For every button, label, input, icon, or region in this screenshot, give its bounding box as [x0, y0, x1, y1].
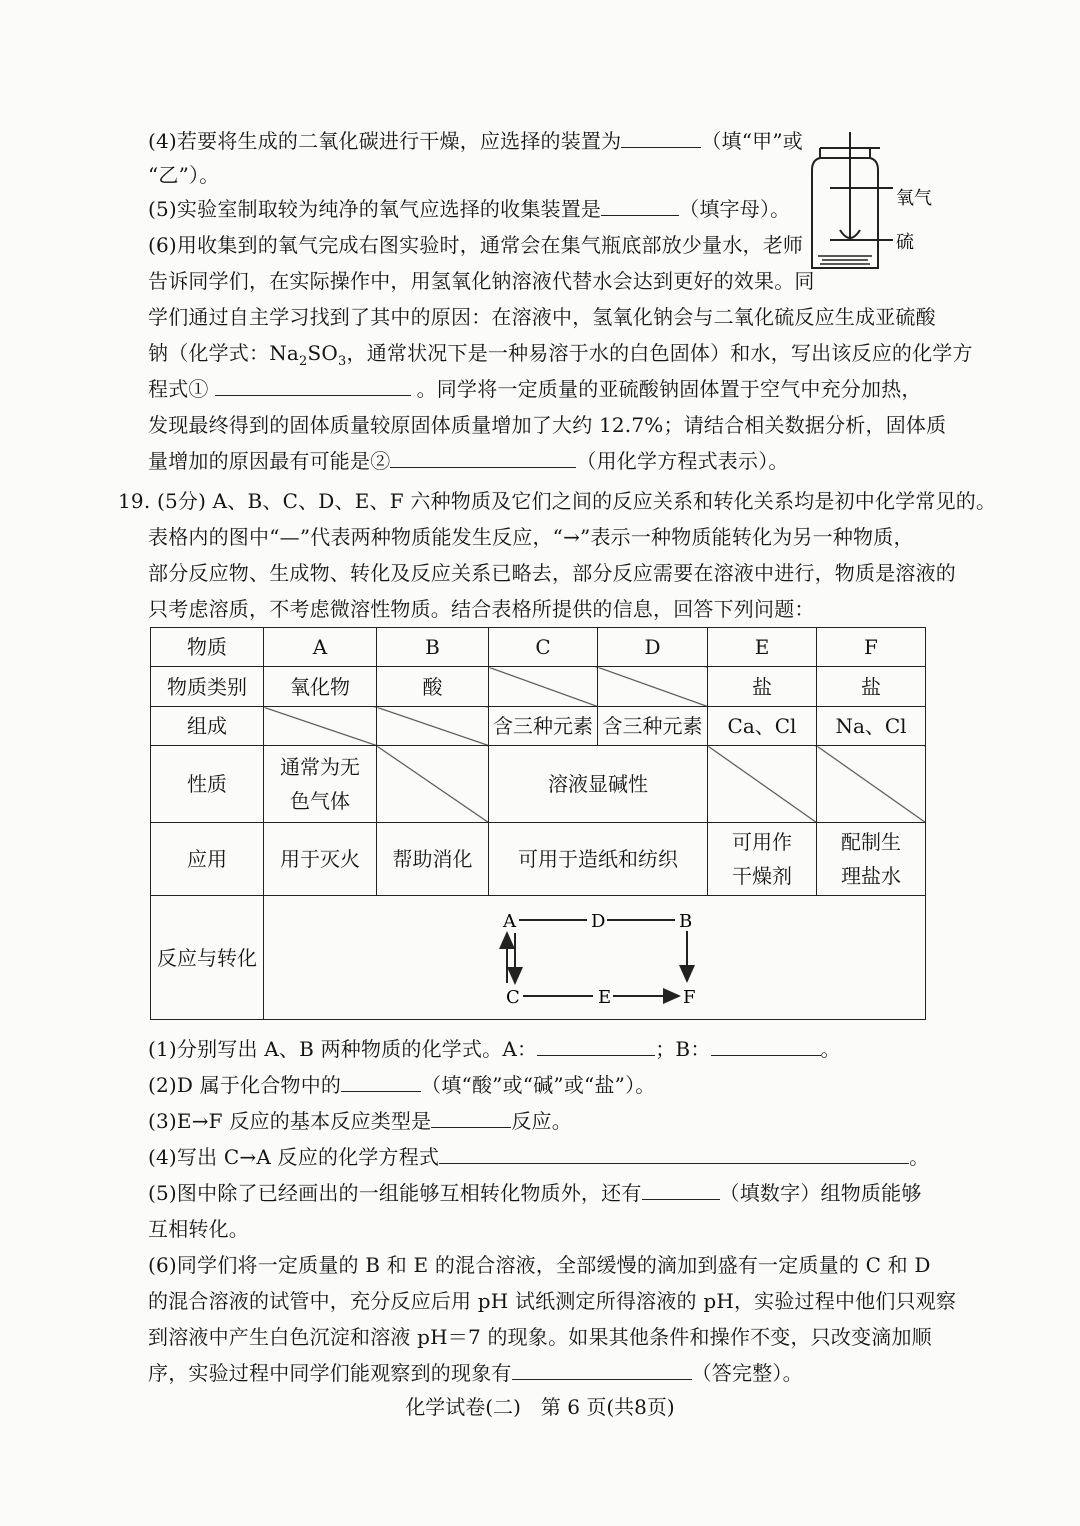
answer-blank[interactable] — [621, 127, 701, 148]
table-cell: 含三种元素 — [489, 707, 598, 746]
table-cell: D — [598, 628, 708, 667]
node-c: C — [506, 987, 520, 1008]
q19-sub2: (2)D 属于化合物中的 （填“酸”或“碱”或“盐”）。 — [148, 1073, 656, 1097]
table-cell: A — [264, 628, 377, 667]
q19-intro-line3: 部分反应物、生成物、转化及反应关系已略去，部分反应需要在溶液中进行，物质是溶液的 — [148, 561, 956, 585]
q19-intro-line1: 19. (5分) A、B、C、D、E、F 六种物质及它们之间的反应关系和转化关系均是初中化学常见的。 — [118, 489, 997, 513]
answer-blank[interactable] — [601, 195, 679, 216]
q18-part5: (5)实验室制取较为纯净的氧气应选择的收集装置是 （填字母）。 — [148, 197, 791, 221]
table-cell: 物质 — [151, 628, 264, 667]
q18-part6-line5: 程式① 。同学将一定质量的亚硫酸钠固体置于空气中充分加热， — [148, 377, 922, 401]
answer-blank[interactable] — [642, 1179, 720, 1200]
node-d: D — [591, 911, 606, 932]
empty-cell — [817, 746, 926, 823]
answer-blank[interactable] — [439, 1143, 909, 1164]
q18-part6-line4: 钠（化学式：$Na_2SO_3$，通常状况下是一种易溶于水的白色固体）和水，写出该反应的化学方 — [148, 341, 973, 369]
table-row-composition — [151, 707, 926, 746]
page-footer: 化学试卷(二) 第 6 页(共8页) — [405, 1395, 675, 1419]
answer-blank-1[interactable] — [215, 375, 411, 396]
row-label: 性质 — [151, 746, 264, 823]
q19-sub6-line4: 序，实验过程中同学们能观察到的现象有 （答完整）。 — [148, 1361, 803, 1385]
q19-sub3: (3)E→F 反应的基本反应类型是 反应。 — [148, 1109, 572, 1133]
empty-cell — [489, 667, 598, 707]
q19-intro-line2: 表格内的图中“—”代表两种物质能发生反应，“→”表示一种物质能转化为另一种物质， — [148, 525, 914, 549]
node-a: A — [503, 911, 516, 932]
q19-sub5-line1: (5)图中除了已经画出的一组能够互相转化物质外，还有 （填数字）组物质能够 — [148, 1181, 922, 1205]
oxygen-label: 氧气 — [896, 188, 932, 209]
q19-sub6-line2: 的混合溶液的试管中，充分反应后用 pH 试纸测定所得溶液的 pH，实验过程中他们只观察 — [148, 1289, 957, 1313]
node-f: F — [683, 987, 696, 1008]
table-cell: 通常为无 色气体 — [264, 746, 377, 823]
table-cell: 可用作 干燥剂 — [708, 823, 817, 896]
answer-blank-2[interactable] — [390, 447, 576, 468]
q19-sub6-line1: (6)同学们将一定质量的 B 和 E 的混合溶液，全部缓慢的滴加到盛有一定质量的 C 和 D — [148, 1253, 931, 1277]
table-row-category — [151, 667, 926, 707]
empty-cell — [377, 746, 489, 823]
table-cell: F — [817, 628, 926, 667]
table-cell: 氧化物 — [264, 667, 377, 707]
q19-sub6-line3: 到溶液中产生白色沉淀和溶液 pH＝7 的现象。如果其他条件和操作不变，只改变滴加顺 — [148, 1325, 932, 1349]
empty-cell — [708, 746, 817, 823]
table-cell: E — [708, 628, 817, 667]
answer-blank[interactable] — [512, 1359, 692, 1380]
table-cell: 盐 — [708, 667, 817, 707]
row-label: 组成 — [151, 707, 264, 746]
table-cell: C — [489, 628, 598, 667]
answer-blank-a[interactable] — [537, 1035, 655, 1056]
node-b: B — [679, 911, 693, 932]
q19-sub4: (4)写出 C→A 反应的化学方程式 。 — [148, 1145, 930, 1169]
answer-blank[interactable] — [341, 1071, 421, 1092]
reaction-diagram — [263, 895, 913, 1017]
table-cell: 盐 — [817, 667, 926, 707]
table-cell: 配制生 理盐水 — [817, 823, 926, 896]
empty-cell — [264, 707, 377, 746]
table-cell: 用于灭火 — [264, 823, 377, 896]
q18-part4-line2: “乙”）。 — [148, 163, 220, 187]
q18-part6-line7: 量增加的原因最有可能是② （用化学方程式表示）。 — [148, 449, 789, 473]
table-cell: 帮助消化 — [377, 823, 489, 896]
table-cell: B — [377, 628, 489, 667]
table-cell: 可用于造纸和纺织 — [489, 823, 708, 896]
row-label: 应用 — [151, 823, 264, 896]
q18-part6-line1: (6)用收集到的氧气完成右图实验时，通常会在集气瓶底部放少量水，老师 — [148, 233, 804, 257]
answer-blank[interactable] — [431, 1107, 511, 1128]
q18-part4-line1: (4)若要将生成的二氧化碳进行干燥，应选择的装置为 （填“甲”或 — [148, 129, 803, 153]
empty-cell — [598, 667, 708, 707]
answer-blank-b[interactable] — [711, 1035, 821, 1056]
table-row-property — [151, 746, 926, 823]
gas-bottle-figure — [800, 128, 940, 278]
q19-intro-line4: 只考虑溶质，不考虑微溶性物质。结合表格所提供的信息，回答下列问题： — [148, 597, 815, 621]
q18-part6-line3: 学们通过自主学习找到了其中的原因：在溶液中，氢氧化钠会与二氧化硫反应生成亚硫酸 — [148, 305, 936, 329]
q18-part6-line2: 告诉同学们，在实际操作中，用氢氧化钠溶液代替水会达到更好的效果。同 — [148, 269, 815, 293]
row-label: 物质类别 — [151, 667, 264, 707]
q19-sub5-line2: 互相转化。 — [148, 1217, 249, 1241]
table-cell: 溶液显碱性 — [489, 746, 708, 823]
table-cell: Ca、Cl — [708, 707, 817, 746]
table-cell: 酸 — [377, 667, 489, 707]
row-label: 反应与转化 — [151, 896, 264, 1020]
table-cell: 含三种元素 — [598, 707, 708, 746]
q18-part6-line6: 发现最终得到的固体质量较原固体质量增加了大约 12.7%；请结合相关数据分析，固体质 — [148, 413, 947, 437]
table-row-application — [151, 823, 926, 896]
node-e: E — [598, 987, 612, 1008]
table-cell: Na、Cl — [817, 707, 926, 746]
empty-cell — [377, 707, 489, 746]
q19-sub1: (1)分别写出 A、B 两种物质的化学式。A： ；B： 。 — [148, 1037, 841, 1061]
sulfur-label: 硫 — [896, 232, 914, 253]
table-header-row — [151, 628, 926, 667]
